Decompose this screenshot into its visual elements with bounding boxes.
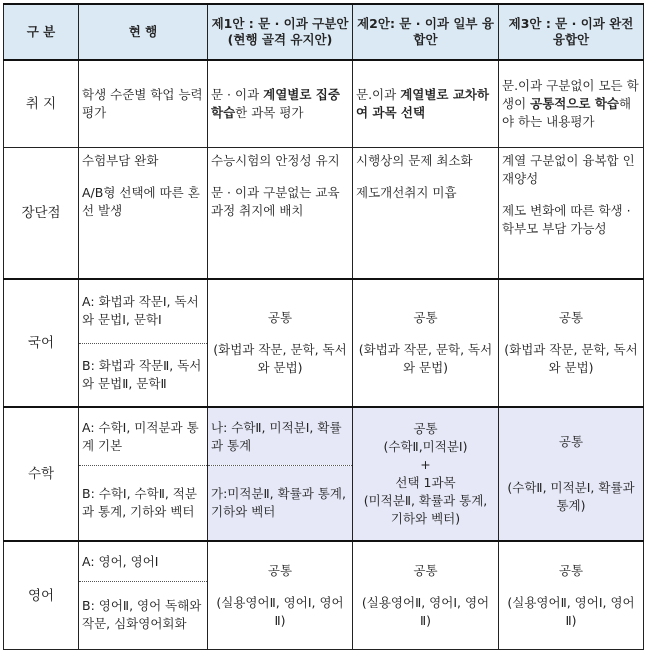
english-plan1-title: 공통 — [267, 562, 293, 578]
pros-cons-plan2 — [353, 147, 499, 279]
english-plan3-detail: (실용영어Ⅱ, 영어Ⅰ, 영어 Ⅱ) — [507, 594, 635, 628]
korean-plan3-title: 공통 — [558, 310, 584, 326]
english-plan2 — [353, 541, 499, 649]
purpose-plan1-text-c: 한 과목 평가 — [235, 104, 304, 120]
pros-cons-plan3 — [499, 147, 644, 279]
pros-cons-row — [4, 147, 644, 279]
pros-cons-label: 장단점 — [4, 147, 79, 279]
purpose-plan1-text-a: 문 · 이과 — [211, 86, 264, 102]
korean-row-a — [4, 279, 644, 343]
purpose-plan2-text-a: 문.이과 — [356, 86, 401, 102]
header-plan3: 제3안 : 문 · 이과 완전 융합안 — [499, 4, 644, 60]
korean-plan2-detail: (화법과 작문, 문학, 독서와 문법) — [358, 342, 493, 376]
korean-plan1 — [208, 279, 353, 407]
korean-current-b: B: 화법과 작문Ⅱ, 독서와 문법Ⅱ, 문학Ⅱ — [79, 343, 208, 407]
korean-plan2 — [353, 279, 499, 407]
english-label: 영어 — [4, 541, 79, 649]
pros-cons-plan1 — [208, 147, 353, 279]
pros-cons-plan3-2: 제도 변화에 따른 학생 · 학부모 부담 가능성 — [502, 202, 631, 236]
purpose-plan2-text-bold: 계열별로 교차하여 과목 선택 — [356, 86, 490, 120]
purpose-current: 학생 수준별 학업 능력평가 — [79, 60, 208, 147]
purpose-plan1-text-bold: 계열별로 집중 학습 — [211, 86, 340, 120]
header-plan1-subtitle: (현행 골격 유지안) — [227, 32, 333, 48]
math-plan2-elective: (미적분Ⅱ, 확률과 통계, 기하와 벡터) — [363, 493, 488, 527]
purpose-plan3-text-a: 문.이과 구분없이 모든 학생이 — [502, 77, 639, 111]
math-plan3-title: 공통 — [558, 434, 584, 450]
comparison-table — [3, 3, 644, 650]
pros-cons-current-2: A/B형 선택에 따른 혼선 발생 — [82, 184, 200, 218]
korean-plan3 — [499, 279, 644, 407]
pros-cons-plan1-1: 수능시험의 안정성 유지 — [211, 152, 340, 168]
math-plan3 — [499, 407, 644, 541]
english-plan2-title: 공통 — [413, 562, 438, 578]
purpose-plan3-text-c: 해야 하는 내용평가 — [502, 95, 632, 129]
korean-plan3-detail: (화법과 작문, 문학, 독서와 문법) — [504, 342, 638, 376]
korean-plan1-detail: (화법과 작문, 문학, 독서와 문법) — [213, 342, 347, 376]
english-plan3 — [499, 541, 644, 649]
english-plan2-detail: (실용영어Ⅱ, 영어Ⅰ, 영어 Ⅱ) — [361, 594, 490, 628]
math-plan2-plus: + — [420, 457, 431, 473]
math-plan2-title: 공통 — [413, 421, 438, 437]
english-plan1-detail: (실용영어Ⅱ, 영어Ⅰ, 영어 Ⅱ) — [216, 594, 344, 628]
math-current-b: B: 수학Ⅰ, 수학Ⅱ, 적분과 통계, 기하와 벡터 — [79, 465, 208, 541]
english-current-b: B: 영어Ⅱ, 영어 독해와 작문, 심화영어회화 — [79, 581, 208, 649]
math-plan1-b: 가:미적분Ⅱ, 확률과 통계,기하와 벡터 — [208, 465, 353, 541]
math-plan2 — [353, 407, 499, 541]
korean-label: 국어 — [4, 279, 79, 407]
korean-plan1-title: 공통 — [267, 310, 293, 326]
header-plan1-title: 제1안 : 문 · 이과 구분안 — [211, 16, 349, 32]
pros-cons-plan2-2: 제도개선취지 미흡 — [356, 184, 457, 200]
math-label: 수학 — [4, 407, 79, 541]
pros-cons-current-1: 수험부담 완화 — [82, 152, 159, 168]
english-row-a — [4, 541, 644, 581]
purpose-plan2 — [353, 60, 499, 147]
header-plan2: 제2안: 문 · 이과 일부 융합안 — [353, 4, 499, 60]
header-current: 현 행 — [79, 4, 208, 60]
header-row — [4, 4, 644, 60]
math-row-a — [4, 407, 644, 465]
pros-cons-plan3-1: 계열 구분없이 융복합 인재양성 — [502, 152, 635, 186]
math-plan2-select: 선택 1과목 — [395, 475, 456, 491]
pros-cons-plan1-2: 문 · 이과 구분없는 교육과정 취지에 배치 — [211, 184, 340, 218]
math-plan1-a: 나: 수학Ⅱ, 미적분Ⅰ, 확률과 통계 — [208, 407, 353, 465]
header-plan1 — [208, 4, 353, 60]
purpose-plan1 — [208, 60, 353, 147]
english-plan1 — [208, 541, 353, 649]
pros-cons-current — [79, 147, 208, 279]
math-current-a: A: 수학Ⅰ, 미적분과 통계 기본 — [79, 407, 208, 465]
korean-plan2-title: 공통 — [413, 310, 438, 326]
header-category: 구 분 — [4, 4, 79, 60]
english-current-a: A: 영어, 영어Ⅰ — [79, 541, 208, 581]
english-plan3-title: 공통 — [558, 562, 584, 578]
math-plan3-detail: (수학Ⅱ, 미적분Ⅰ, 확률과 통계) — [507, 480, 635, 514]
purpose-row — [4, 60, 644, 147]
purpose-plan3 — [499, 60, 644, 147]
pros-cons-plan2-1: 시행상의 문제 최소화 — [356, 152, 473, 168]
korean-current-a: A: 화법과 작문Ⅰ, 독서와 문법Ⅰ, 문학Ⅰ — [79, 279, 208, 343]
math-plan2-detail: (수학Ⅱ,미적분Ⅰ) — [383, 439, 468, 455]
purpose-label: 취 지 — [4, 60, 79, 147]
purpose-plan3-text-bold: 공통적으로 학습 — [530, 95, 620, 111]
